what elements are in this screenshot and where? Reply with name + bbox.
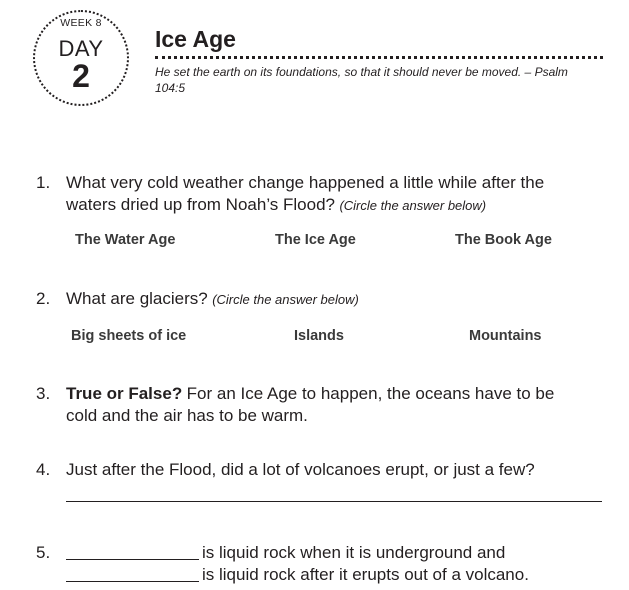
question-2-hint: (Circle the answer below): [212, 292, 359, 307]
question-2-option[interactable]: Mountains: [469, 328, 542, 344]
day-number: 2: [72, 58, 90, 94]
question-4-text: Just after the Flood, did a lot of volcanoes erupt, or just a few?: [66, 460, 535, 479]
question-2-text: What are glaciers?: [66, 289, 208, 308]
question-2-option[interactable]: Islands: [294, 328, 344, 344]
question-1-number: 1.: [36, 173, 51, 192]
question-5-number: 5.: [36, 543, 51, 562]
question-2-line: [66, 288, 359, 311]
question-1-option[interactable]: The Book Age: [455, 232, 552, 248]
question-5-blank-1[interactable]: [66, 559, 199, 560]
question-2-option[interactable]: Big sheets of ice: [71, 328, 187, 344]
question-1-option[interactable]: The Ice Age: [275, 232, 356, 248]
question-4-number: 4.: [36, 460, 51, 479]
page-title: Ice Age: [155, 26, 236, 52]
question-4-answer-line[interactable]: [66, 501, 602, 502]
question-5-text-line2: is liquid rock after it erupts out of a volcano.: [202, 565, 529, 584]
title-divider: [155, 56, 603, 59]
question-3-number: 3.: [36, 384, 51, 403]
question-1-hint: (Circle the answer below): [339, 198, 487, 213]
question-3-lead: True or False?: [66, 384, 183, 403]
question-2-number: 2.: [36, 289, 51, 308]
question-3-text-line2: cold and the air has to be warm.: [66, 406, 308, 425]
scripture-verse: He set the earth on its foundations, so that it should never be moved. – Psalm 104:5: [155, 65, 568, 95]
day-label: DAY: [58, 36, 104, 61]
question-5-blank-2[interactable]: [66, 581, 199, 582]
question-1-text-line2: waters dried up from Noah’s Flood?: [66, 195, 335, 214]
question-5-text-line1: is liquid rock when it is underground and: [202, 543, 506, 562]
question-1-text-line1: What very cold weather change happened a little while after the: [66, 173, 545, 192]
question-1-option[interactable]: The Water Age: [75, 232, 176, 248]
question-3-text-line1: For an Ice Age to happen, the oceans have to be: [186, 384, 555, 403]
question-1-line2: [66, 194, 486, 216]
question-3-line1: [66, 383, 554, 406]
week-label: WEEK 8: [60, 17, 102, 29]
